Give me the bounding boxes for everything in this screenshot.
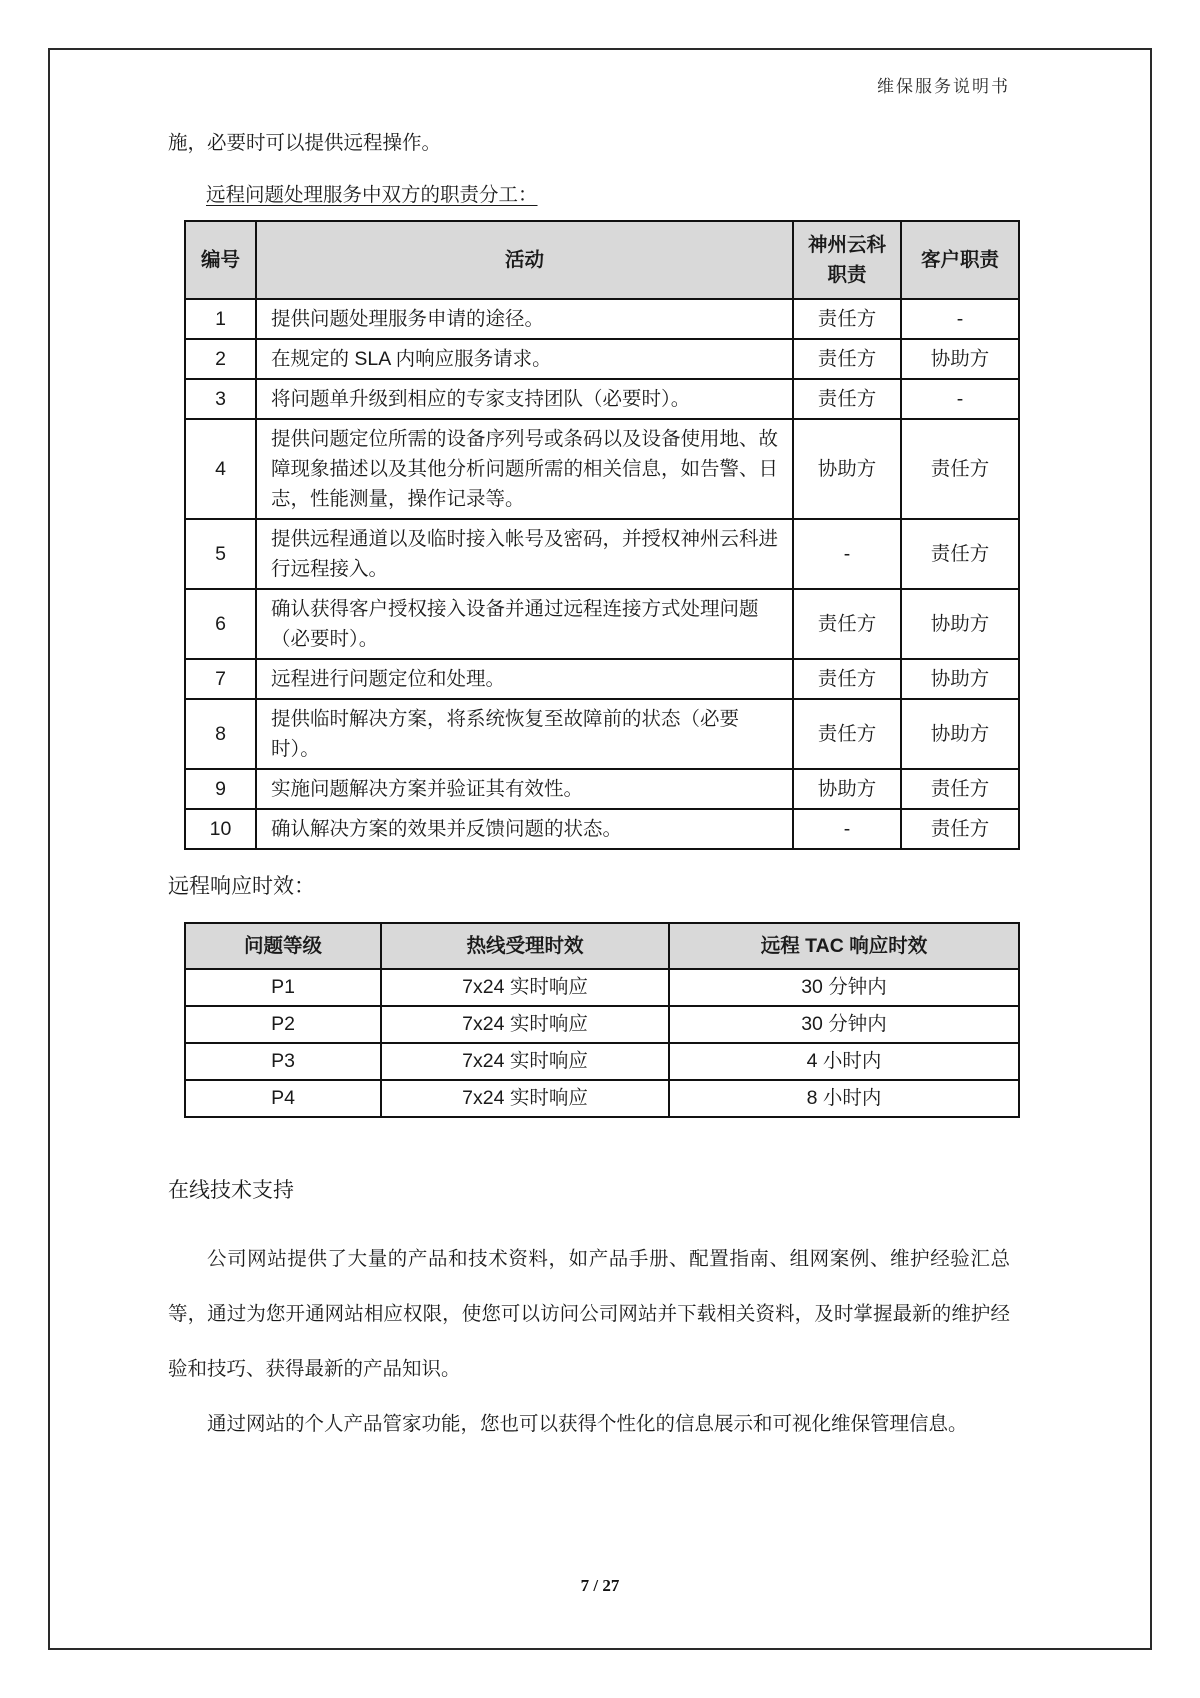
online-support-paragraph-1: 公司网站提供了大量的产品和技术资料，如产品手册、配置指南、组网案例、维护经验汇总等，通过为您开通网站相应权限，使您可以访问公司网站并下载相关资料，及时掌握最新的维护经验和技巧、获得最新的产品知识。 — [168, 1248, 1010, 1380]
cell-tac: 8 小时内 — [669, 1080, 1019, 1117]
cell-number: 1 — [185, 299, 256, 339]
table-row — [185, 419, 1019, 519]
cell-customer-role: 协助方 — [901, 589, 1019, 659]
cell-tac: 4 小时内 — [669, 1043, 1019, 1080]
cell-vendor-role: 责任方 — [793, 589, 901, 659]
header-title: 维保服务说明书 — [877, 77, 1010, 96]
cell-vendor-role: 责任方 — [793, 699, 901, 769]
col-header-problem-level: 问题等级 — [185, 923, 381, 969]
cell-customer-role: - — [901, 299, 1019, 339]
cell-number: 2 — [185, 339, 256, 379]
cell-vendor-role: 协助方 — [793, 419, 901, 519]
cell-vendor-role: 责任方 — [793, 659, 901, 699]
col-header-number: 编号 — [185, 221, 256, 299]
col-header-tac-time: 远程 TAC 响应时效 — [669, 923, 1019, 969]
cell-number: 4 — [185, 419, 256, 519]
cell-hotline: 7x24 实时响应 — [381, 1006, 669, 1043]
cell-hotline: 7x24 实时响应 — [381, 969, 669, 1006]
table-row — [185, 969, 1019, 1006]
cell-activity: 实施问题解决方案并验证其有效性。 — [256, 769, 793, 809]
cell-customer-role: 协助方 — [901, 699, 1019, 769]
cell-vendor-role: - — [793, 809, 901, 849]
cell-number: 8 — [185, 699, 256, 769]
cell-activity: 确认获得客户授权接入设备并通过远程连接方式处理问题（必要时）。 — [256, 589, 793, 659]
online-support-heading: 在线技术支持 — [168, 1179, 294, 1202]
cell-level: P2 — [185, 1006, 381, 1043]
responsibility-table-intro: 远程问题处理服务中双方的职责分工： — [206, 184, 538, 206]
cell-number: 7 — [185, 659, 256, 699]
cell-customer-role: 协助方 — [901, 339, 1019, 379]
cell-activity: 远程进行问题定位和处理。 — [256, 659, 793, 699]
col-header-vendor-role: 神州云科职责 — [793, 221, 901, 299]
cell-customer-role: 责任方 — [901, 519, 1019, 589]
page-number: 7 / 27 — [580, 1576, 620, 1595]
response-time-table — [184, 922, 1020, 1118]
table-header-row — [185, 923, 1019, 969]
cell-customer-role: 责任方 — [901, 419, 1019, 519]
table-row — [185, 1006, 1019, 1043]
cell-activity: 将问题单升级到相应的专家支持团队（必要时）。 — [256, 379, 793, 419]
cell-activity: 提供临时解决方案，将系统恢复至故障前的状态（必要时）。 — [256, 699, 793, 769]
cell-level: P3 — [185, 1043, 381, 1080]
table-row — [185, 659, 1019, 699]
cell-customer-role: - — [901, 379, 1019, 419]
cell-vendor-role: - — [793, 519, 901, 589]
cell-vendor-role: 责任方 — [793, 299, 901, 339]
response-time-heading: 远程响应时效： — [168, 875, 315, 898]
cell-number: 10 — [185, 809, 256, 849]
col-header-hotline-time: 热线受理时效 — [381, 923, 669, 969]
cell-activity: 提供问题处理服务申请的途径。 — [256, 299, 793, 339]
table-row — [185, 1043, 1019, 1080]
intro-line: 施，必要时可以提供远程操作。 — [168, 132, 442, 154]
table-row — [185, 299, 1019, 339]
table-row — [185, 1080, 1019, 1117]
cell-hotline: 7x24 实时响应 — [381, 1043, 669, 1080]
cell-number: 5 — [185, 519, 256, 589]
cell-vendor-role: 协助方 — [793, 769, 901, 809]
page-footer — [0, 1576, 1200, 1596]
cell-number: 3 — [185, 379, 256, 419]
cell-activity: 提供远程通道以及临时接入帐号及密码，并授权神州云科进行远程接入。 — [256, 519, 793, 589]
cell-activity: 在规定的 SLA 内响应服务请求。 — [256, 339, 793, 379]
cell-level: P1 — [185, 969, 381, 1006]
cell-customer-role: 协助方 — [901, 659, 1019, 699]
cell-activity: 提供问题定位所需的设备序列号或条码以及设备使用地、故障现象描述以及其他分析问题所需的相关信息，如告警、日志，性能测量，操作记录等。 — [256, 419, 793, 519]
page-content — [168, 100, 1010, 1452]
cell-tac: 30 分钟内 — [669, 1006, 1019, 1043]
table-header-row — [185, 221, 1019, 299]
col-header-activity: 活动 — [256, 221, 793, 299]
responsibility-table — [184, 220, 1020, 850]
table-row — [185, 699, 1019, 769]
cell-number: 6 — [185, 589, 256, 659]
table-row — [185, 339, 1019, 379]
page-header — [168, 72, 1010, 97]
cell-tac: 30 分钟内 — [669, 969, 1019, 1006]
cell-customer-role: 责任方 — [901, 809, 1019, 849]
online-support-paragraph-2: 通过网站的个人产品管家功能，您也可以获得个性化的信息展示和可视化维保管理信息。 — [207, 1413, 968, 1435]
col-header-customer-role: 客户职责 — [901, 221, 1019, 299]
cell-activity: 确认解决方案的效果并反馈问题的状态。 — [256, 809, 793, 849]
cell-vendor-role: 责任方 — [793, 339, 901, 379]
table-row — [185, 519, 1019, 589]
cell-number: 9 — [185, 769, 256, 809]
table-row — [185, 379, 1019, 419]
table-row — [185, 589, 1019, 659]
cell-customer-role: 责任方 — [901, 769, 1019, 809]
table-row — [185, 809, 1019, 849]
cell-hotline: 7x24 实时响应 — [381, 1080, 669, 1117]
table-row — [185, 769, 1019, 809]
cell-level: P4 — [185, 1080, 381, 1117]
cell-vendor-role: 责任方 — [793, 379, 901, 419]
